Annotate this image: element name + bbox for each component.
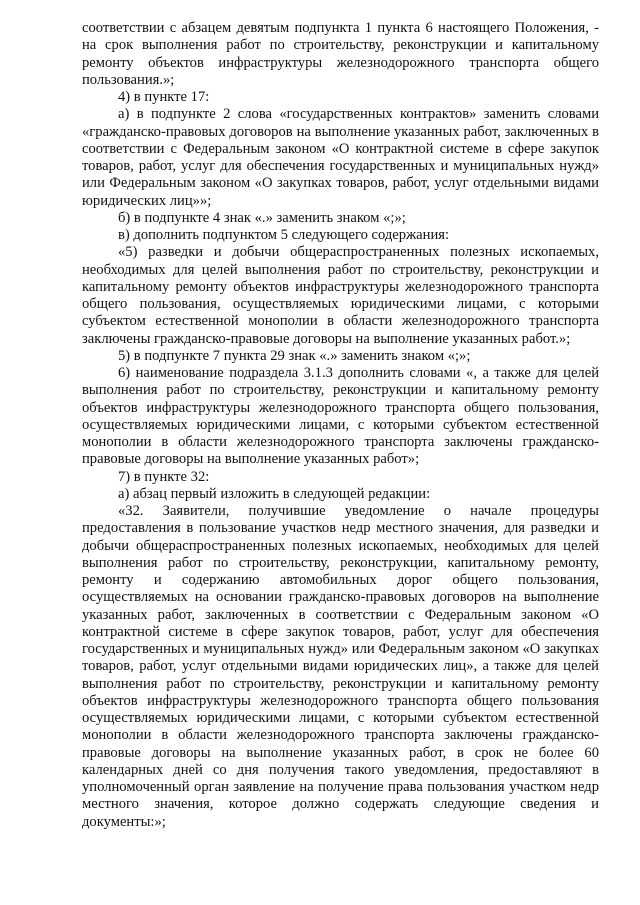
document-body [82, 20, 599, 831]
paragraph-item-4b: б) в подпункте 4 знак «.» заменить знаком «;»; [118, 209, 406, 226]
paragraph-item-4a: а) в подпункте 2 слова «государственных контрактов» заменить словами «гражданско-правовых договоров на выполнение указанных работ, заключенных в соответствии с Федеральным законом «О контрактной системе в сфере закупок товаров, работ, услуг для обеспечения государственных и муниципальных нужд» или Федеральным законом «О закупках товаров, работ, услуг отдельными видами юридических лиц»»; [82, 106, 599, 209]
paragraph-continuation: соответствии с абзацем девятым подпункта 1 пункта 6 настоящего Положения, - на срок выполнения работ по строительству, реконструкции и капитальному ремонту объектов инфраструктуры железнодорожного транспорта общего пользования.»; [82, 20, 599, 88]
paragraph-item-4: 4) в пункте 17: [118, 89, 210, 105]
paragraph-item-7a: а) абзац первый изложить в следующей редакции: [118, 485, 431, 502]
paragraph-clause-32-quote: «32. Заявители, получившие уведомление о начале процедуры предоставления в пользование участков недр местного значения, для разведки и добычи общераспространенных полезных ископаемых, необходимых для целей выполнения работ по строительству, реконструкции, капитальному ремонту, ремонту и содержанию автомобильных дорог общего пользования, осуществляемых на основании гражданско-правовых договоров на выполнение указанных работ, заключенных в соответствии с Федеральным законом «О контрактной системе в сфере закупок товаров, работ, услуг для обеспечения государственных и муниципальных нужд» или Федеральным законом «О закупках товаров, работ, услуг отдельными видами юридических лиц», а также для целей выполнения работ по строительству, реконструкции и капитальному ремонту объектов инфраструктуры железнодорожного транспорта общего пользования осуществляемых юридическими лицами, с которыми субъектом естественной монополии в области железнодорожного транспорта заключены гражданско-правовые договоры на выполнение указанных работ, в срок не более 60 календарных дней со дня получения такого уведомления, предоставляют в уполномоченный орган заявление на получение права пользования участком недр местного значения, которое должно содержать следующие сведения и документы:»; [82, 503, 599, 830]
paragraph-item-7: 7) в пункте 32: [118, 468, 210, 485]
paragraph-item-5: 5) в подпункте 7 пункта 29 знак «.» заменить знаком «;»; [118, 347, 471, 364]
paragraph-item-4v: в) дополнить подпунктом 5 следующего содержания: [118, 227, 450, 243]
paragraph-subitem-5-quote: «5) разведки и добычи общераспространенных полезных ископаемых, необходимых для целей выполнения работ по строительству, реконструкции и капитальному ремонту объектов инфраструктуры железнодорожного транспорта общего пользования, осуществляемых юридическими лицами, с которыми субъектом естественной монополии в области железнодорожного транспорта заключены гражданско-правовые договоры на выполнение указанных работ.»; [82, 244, 599, 347]
paragraph-item-6: 6) наименование подраздела 3.1.3 дополнить словами «, а также для целей выполнения работ по строительству, реконструкции и капитальному ремонту объектов инфраструктуры железнодорожного транспорта общего пользования, осуществляемых юридическими лицами, с которыми субъектом естественной монополии в области железнодорожного транспорта заключены гражданско-правовые договоры на выполнение указанных работ»; [82, 365, 599, 468]
